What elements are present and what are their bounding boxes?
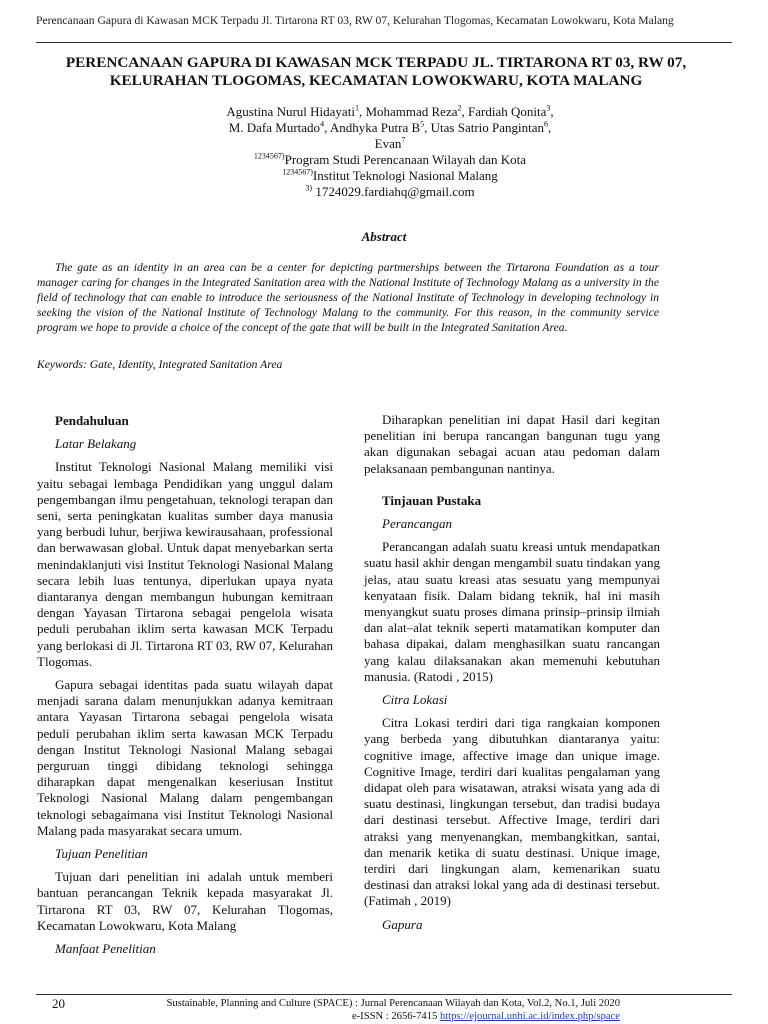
header-rule	[36, 42, 732, 43]
author-sup: 5	[420, 119, 425, 129]
affiliation-email	[150, 184, 630, 200]
author-name: Evan	[374, 136, 402, 151]
paper-title: PERENCANAAN GAPURA DI KAWASAN MCK TERPADU JL. TIRTARONA RT 03, RW 07, KELURAHAN TLOGOMAS, KECAMATAN LOWOKWARU, KOTA MALANG	[65, 54, 687, 89]
footer-rule	[36, 994, 732, 995]
abstract-heading: Abstract	[361, 229, 407, 244]
author-name: Andhyka Putra B	[329, 120, 421, 135]
author-list: Agustina Nurul Hidayati$^1$, Mohammad Reza$^2$, Fardiah Qonita$^3$, M. Dafa Murtado$^4$, Andhyka Putra $B^5$, Utas Satrio Pangintan$^6$, Evan$^7$	[226, 103, 554, 151]
paragraph: Citra Lokasi terdiri dari tiga rangkaian komponen yang berbeda yang dibutuhkan diantaranya yaitu: cognitive image, affective image dan unique image. Cognitive Image, terdiri dari kualitas pengalaman yang didapat oleh para wisatawan, atraksi wisata yang ada di suatu destinasi, lingkungan tersebut, dan tradisi budaya dari destinasi tersebut. Affective Image, terdiri dari atraksi yang menyenangkan, membangkitkan, santai, dan menarik ketika di suatu destinasi. Unique image, terdiri dari lingkungan alam, kemenarikan suatu destinasi dan atraksi lokal yang ada di destinasi tersebut. (Fatimah , 2019)	[364, 715, 660, 909]
journal-link[interactable]: https://ejournal.unhi.ac.id/index.php/space	[439, 1011, 620, 1022]
author-name: Utas Satrio Pangintan	[430, 120, 545, 135]
author-name: Agustina Nurul Hidayati	[226, 104, 355, 119]
author-sup: 4	[320, 119, 325, 129]
author-name: M. Dafa Murtado	[228, 120, 321, 135]
author-name: Mohammad Reza	[365, 104, 458, 119]
author-sup: 3	[546, 103, 551, 113]
affiliation-text: Institut Teknologi Nasional Malang	[312, 168, 498, 183]
page-number: 20	[52, 996, 65, 1011]
section-heading-tinjauan: Tinjauan Pustaka	[382, 492, 482, 508]
author-name: Fardiah Qonita	[468, 104, 547, 119]
author-sup: 2	[457, 103, 462, 113]
affiliation-sup: 1234567)	[253, 151, 285, 161]
subsection-gapura: Gapura	[382, 916, 423, 932]
issn-text: e-ISSN : 2656-7415	[351, 1011, 440, 1022]
subsection-perancangan: Perancangan	[382, 516, 453, 532]
paragraph: Institut Teknologi Nasional Malang memiliki visi yaitu sebagai lembaga Pendidikan yang unggul dalam pengembangan ilmu pengetahuan, teknologi terapan dan seni, serta peningkatan kualitas sumber daya manusia yang berbudi luhur, berjiwa kewirausahaan, professional dan berwawasan global. Untuk dapat menyebarkan serta menindaklanjuti visi Institut Teknologi Nasional Malang secara lebih luas tentunya, diperlukan upaya nyata diantaranya dengan membangun hubungan kemitraan dengan Yayasan Tirtarona sebagai pengelola wisata peduli perubahan iklim serta kawasan MCK Terpadu yang berlokasi di Jl. Tirtarona RT 03, RW 07, Kelurahan Tlogomas.	[37, 459, 333, 669]
paragraph: Tujuan dari penelitian ini adalah untuk memberi bantuan perancangan Teknik kepada masyarakat Jl. Tirtarona RT 03, RW 07, Kelurahan Tlogomas, Kecamatan Lowokwaru, Kota Malang	[37, 869, 333, 933]
affiliation-sup: 3)	[305, 183, 313, 193]
running-head: Perencanaan Gapura di Kawasan MCK Terpadu Jl. Tirtarona RT 03, RW 07, Kelurahan Tlogomas, Kecamatan Lowokwaru, Kota Malang	[36, 14, 674, 27]
section-heading-pendahuluan: Pendahuluan	[55, 413, 129, 428]
subsection-tujuan: Tujuan Penelitian	[55, 846, 148, 862]
keywords: Keywords: Gate, Identity, Integrated Sanitation Area	[37, 358, 283, 371]
paragraph: Gapura sebagai identitas pada suatu wilayah dapat menjadi sarana dalam menunjukkan adanya kemitraan antara Yayasan Tirtarona sebagai pengelola wisata peduli perubahan iklim serta kawasan MCK Terpadu dengan Institut Teknologi Nasional Malang sebagai perguruan tinggi dibidang teknologi sehingga diharapkan dapat mengenalkan keseriusan Institut Teknologi Nasional Malang dalam pengembangan teknologi sebagaimana visi Institut Teknologi Nasional Malang pada masyarakat secara umum.	[37, 677, 333, 838]
affiliation-program	[150, 152, 630, 168]
left-column	[37, 413, 333, 964]
email-text: 1724029.fardiahq@gmail.com	[312, 184, 475, 199]
affiliation-sup: 1234567)	[282, 167, 313, 177]
paragraph: Diharapkan penelitian ini dapat Hasil dari kegitan penelitian ini berupa rancangan bangunan tugu yang akan digunakan sebagai acuan atau pedoman dalam pelaksanaan pembangunan nantinya.	[364, 412, 660, 476]
footer-issn-line	[118, 1011, 620, 1022]
author-sup: 6	[544, 119, 549, 129]
author-sup: 7	[401, 135, 406, 145]
subsection-manfaat: Manfaat Penelitian	[55, 941, 156, 957]
abstract-text: The gate as an identity in an area can be a center for depicting partmerships between the Tirtarona Foundation as a tour manager caring for changes in the Integrated Sanitation area with the National Institute of Technology Malang as a university in the field of technology that can enable to introduce the seriousness of the National Institute of Technology in developing technology in seeking the vision of the National Institute of Technology Malang to the community. For this reason, in the community service program we hope to provide a choice of the concept of the gate that will be built in the Integrated Sanitation Area.	[37, 261, 659, 334]
subsection-citra-lokasi: Citra Lokasi	[382, 692, 448, 708]
affiliation-institute	[150, 168, 630, 184]
paragraph: Perancangan adalah suatu kreasi untuk mendapatkan suatu hasil akhir dengan mengambil suatu tindakan yang jelas, atau suatu kreasi atas sesuatu yang mempunyai kenyataan fisik. Dalam bidang teknik, hal ini masih menyangkut suatu proses dimana prinsip–prinsip ilmiah dan alat–alat teknik seperti matamatikan komputer dan bahasa dipakai, dalam menghasilkan suatu rancangan yang kalau dilaksanakan akan memenuhi kebutuhan manusia. (Ratodi , 2015)	[364, 539, 660, 684]
affiliation-text: Program Studi Perencanaan Wilayah dan Kota	[284, 152, 527, 167]
subsection-latar-belakang: Latar Belakang	[55, 436, 137, 452]
footer-journal: Sustainable, Planning and Culture (SPACE) : Jurnal Perencanaan Wilayah dan Kota, Vol.2, No.1, Juli 2020	[166, 998, 620, 1009]
right-column	[364, 412, 660, 940]
author-sup: 1	[354, 103, 359, 113]
